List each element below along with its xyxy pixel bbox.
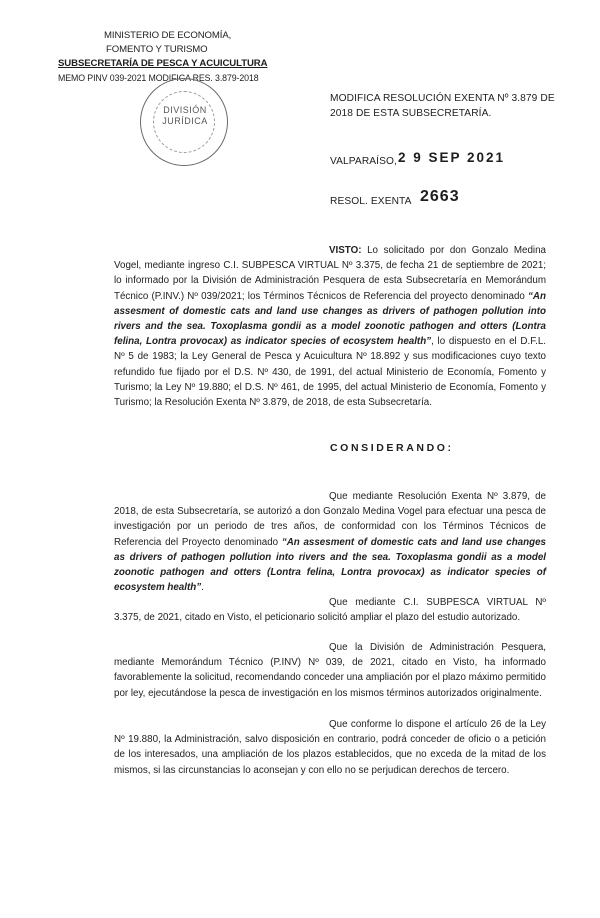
c1-text-b: . (201, 582, 204, 594)
c1-project-title: “An assesment of domestic cats and land use changes as drivers of pathogen pollution into rivers and the sea. Toxoplasma gondii as a model zoonotic pathogen and otters (Lontra felina, Lontra provocax) as indicator species of ecosystem health” (114, 536, 546, 594)
stamp-line-1: DIVISIÓN (163, 105, 207, 115)
visto-text-2: , lo dispuesto en el D.F.L. Nº 5 de 1983; la Ley General de Pesca y Acuicultura Nº 18.892 y sus modificaciones cuyo texto refundido fue fijado por el D.S. Nº 430, de 1991, del actual Ministerio de Economía, Fomento y Turismo; la Ley Nº 19.880; el D.S. Nº 461, de 1995, del actual Ministerio de Economía, Fomento y Turismo; la Resolución Exenta Nº 3.879, de 2018, de esta Subsecretaría. (114, 336, 546, 409)
subsecretariat-name: SUBSECRETARÍA DE PESCA Y ACUICULTURA (58, 58, 268, 69)
stamp-text (141, 105, 229, 127)
c3-text: Que la División de Administración Pesquera, mediante Memorándum Técnico (P.INV) Nº 039, de 2021, citado en Visto, ha informado favorablemente la solicitud, recomendando conceder una ampliación por el plazo máximo permitido por ley, ejecutándose la pesca de investigación en los mismos términos autorizados originalmente. (114, 642, 546, 699)
visto-paragraph (114, 243, 546, 410)
place-label: VALPARAÍSO, (330, 156, 397, 167)
ministry-name: MINISTERIO DE ECONOMÍA, (104, 30, 232, 41)
ministry-name-cont: FOMENTO Y TURISMO (106, 44, 208, 55)
c1-text-a: Que mediante Resolución Exenta Nº 3.879, de 2018, de esta Subsecretaría, se autorizó a don Gonzalo Medina Vogel para efectuar una pesca de investigación por un periodo de tres años, de conformidad con los Términos Técnicos de Referencia del Proyecto denominado (114, 491, 546, 548)
division-stamp (140, 78, 228, 166)
considerando-heading: CONSIDERANDO: (330, 442, 454, 454)
considerando-4 (114, 717, 546, 778)
date-stamp: 2 9 SEP 2021 (398, 150, 506, 165)
c4-text: Que conforme lo dispone el artículo 26 de la Ley Nº 19.880, la Administración, salvo disposición en contrario, podrá conceder de oficio o a petición de los interesados, una ampliación de los plazos establecidos, que no exceda de la mitad de los mismos, si las circunstancias lo aconsejan y con ello no se perjudican derechos de tercero. (114, 719, 546, 776)
reference-line-1: MODIFICA RESOLUCIÓN EXENTA Nº 3.879 DE (330, 93, 555, 104)
resolution-label: RESOL. EXENTA (330, 196, 412, 207)
visto-text-1: Lo solicitado por don Gonzalo Medina Vogel, mediante ingreso C.I. SUBPESCA VIRTUAL Nº 3.375, de fecha 21 de septiembre de 2021; lo informado por la División de Administración Pesquera de esta Subsecretaría en Memorándum Técnico (P.INV.) Nº 039/2021; los Términos Técnicos de Referencia del proyecto denominado (114, 245, 546, 302)
memo-reference: MEMO PINV 039-2021 MODIFICA RES. 3.879-2018 (58, 73, 259, 83)
considerando-1 (114, 489, 546, 595)
c2-text: Que mediante C.I. SUBPESCA VIRTUAL Nº 3.375, de 2021, citado en Visto, el peticionario solicitó ampliar el plazo del estudio autorizado. (114, 597, 546, 624)
considerando-3 (114, 640, 546, 701)
visto-project-title: “An assesment of domestic cats and land use changes as drivers of pathogen pollution into rivers and the sea. Toxoplasma gondii as a model zoonotic pathogen and otters (Lontra felina, Lontra provocax) as indicator species of ecosystem health” (114, 290, 546, 348)
reference-line-2: 2018 DE ESTA SUBSECRETARÍA. (330, 108, 492, 119)
visto-label: VISTO: (329, 245, 362, 256)
stamp-line-2: JURÍDICA (162, 116, 208, 126)
resolution-number: 2663 (420, 188, 460, 205)
considerando-2 (114, 595, 546, 625)
